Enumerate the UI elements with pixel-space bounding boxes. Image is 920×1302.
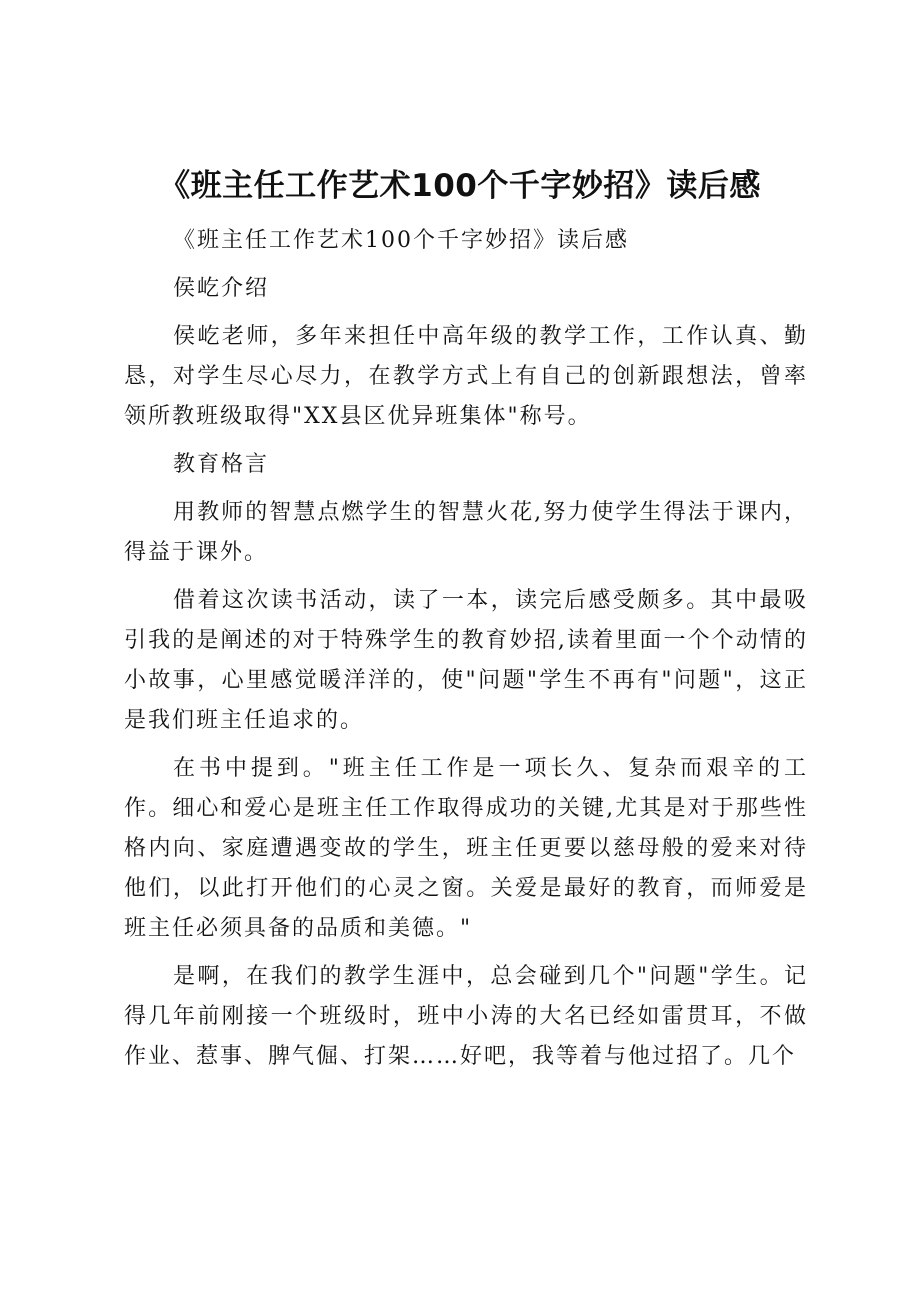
paragraph-problem-student: 是啊，在我们的教学生涯中，总会碰到几个"问题"学生。记得几年前刚接一个班级时，班中小涛的大名已经如雷贯耳，不做作业、惹事、脾气倔、打架……好吧，我等着与他过招了。几个	[124, 964, 808, 1069]
paragraph-teacher-bio: 侯屹老师，多年来担任中高年级的教学工作，工作认真、勤恳，对学生尽心尽力，在教学方式上有自己的创新跟想法，曾率领所教班级取得"XX县区优异班集体"称号。	[124, 324, 808, 429]
paragraph-heading-motto: 教育格言	[173, 452, 270, 477]
paragraph-book-quote: 在书中提到。"班主任工作是一项长久、复杂而艰辛的工作。细心和爱心是班主任工作取得成功的关键,尤其是对于那些性格内向、家庭遭遇变故的学生，班主任更要以慈母般的爱来对待他们，以此打开他们的心灵之窗。关爱是最好的教育，而师爱是班主任必须具备的品质和美德。"	[124, 756, 808, 941]
paragraph-subtitle: 《班主任工作艺术100个千字妙招》读后感	[173, 228, 629, 253]
paragraph-reading-impression: 借着这次读书活动，读了一本，读完后感受颇多。其中最吸引我的是阐述的对于特殊学生的教育妙招,读着里面一个个动情的小故事，心里感觉暖洋洋的，使"问题"学生不再有"问题"，这正是我们班主任追求的。	[124, 588, 808, 733]
document-body	[124, 221, 808, 1085]
document-title: 《班主任工作艺术100个千字妙招》读后感	[159, 168, 761, 204]
paragraph-motto: 用教师的智慧点燃学生的智慧火花,努力使学生得法于课内，得益于课外。	[124, 500, 808, 565]
paragraph-heading-intro: 侯屹介绍	[173, 276, 270, 301]
